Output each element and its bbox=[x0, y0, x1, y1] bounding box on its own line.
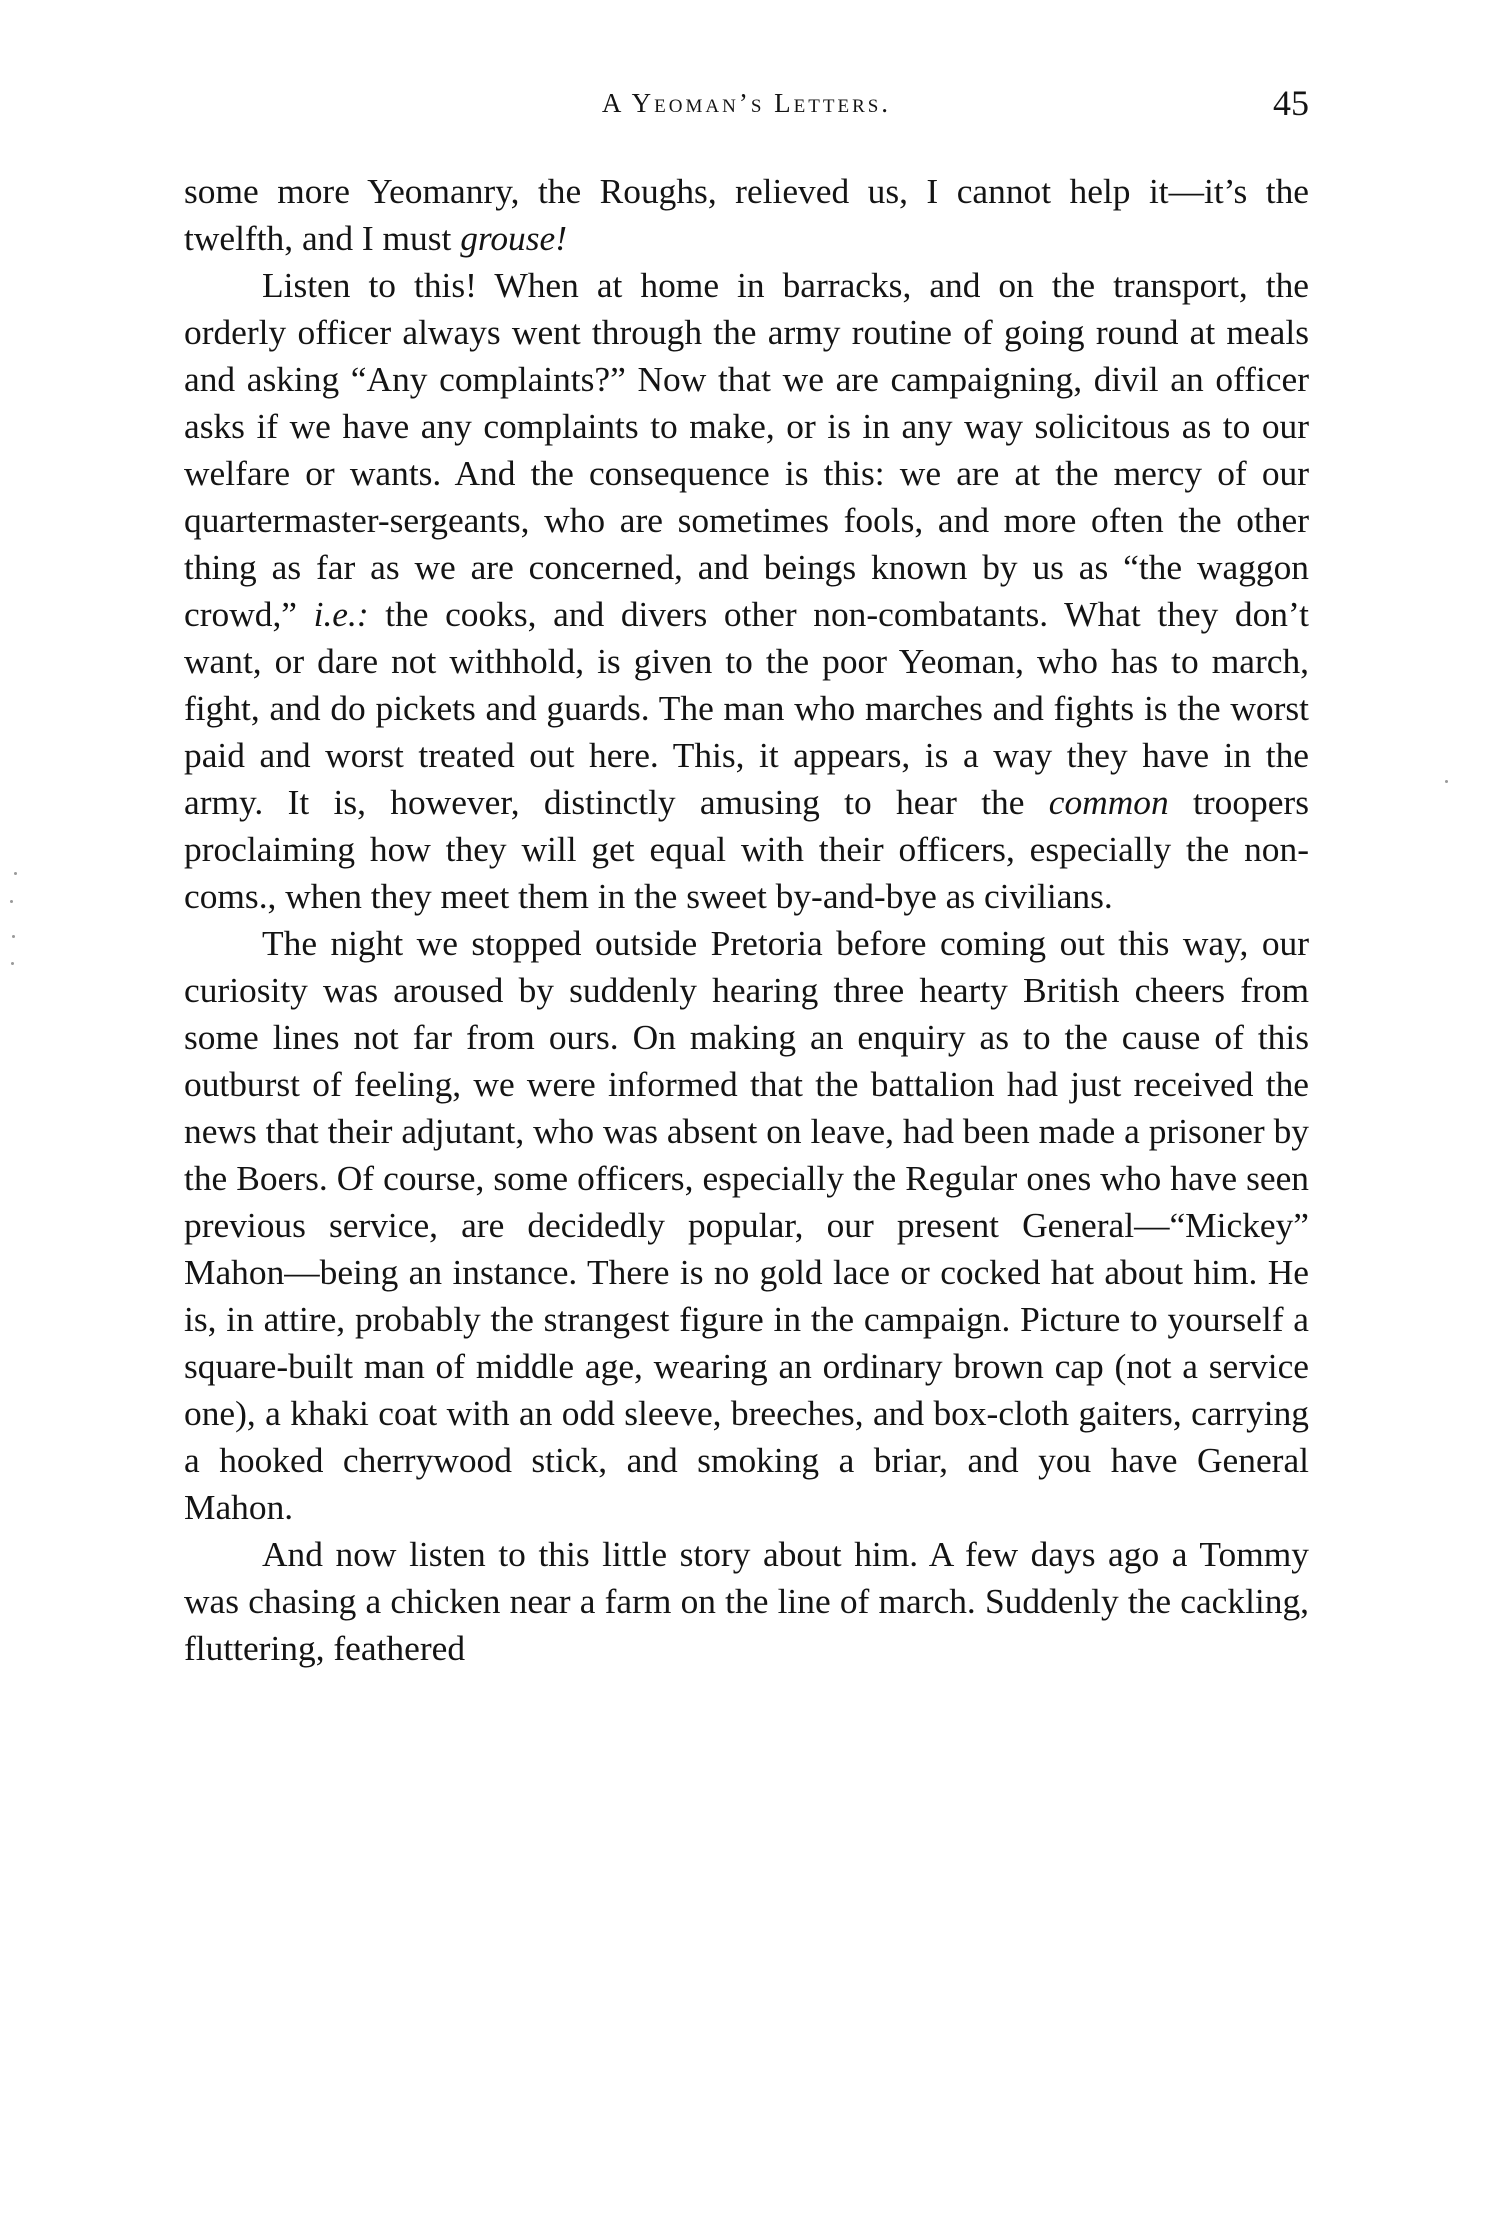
paragraph-1 bbox=[184, 168, 1309, 262]
scan-speck bbox=[11, 962, 14, 965]
running-head bbox=[184, 78, 1309, 128]
paragraph-2-italic-common: common bbox=[1048, 782, 1169, 822]
body-text bbox=[184, 168, 1309, 1672]
paragraph-3: The night we stopped outside Pretoria before coming out this way, our curiosity was aroused by suddenly hearing three hearty British cheers from some lines not far from ours. On making an enquiry as to the cause of this outburst of feeling, we were informed that the battalion had just received the news that their adjutant, who was absent on leave, had been made a prisoner by the Boers. Of course, some officers, especially the Regular ones who have seen previous service, are decidedly popular, our present General—“Mickey” Mahon—being an instance. There is no gold lace or cocked hat about him. He is, in attire, probably the strangest figure in the campaign. Picture to yourself a square-built man of middle age, wearing an ordinary brown cap (not a service one), a khaki coat with an odd sleeve, breeches, and box-cloth gaiters, carrying a hooked cherrywood stick, and smoking a briar, and you have General Mahon. bbox=[184, 923, 1309, 1527]
scan-speck bbox=[1445, 780, 1448, 783]
paragraph-1-text: some more Yeomanry, the Roughs, relieved us, I cannot help it—it’s the twelfth, and I must bbox=[184, 171, 1309, 258]
scan-speck bbox=[14, 872, 17, 875]
page-number: 45 bbox=[1273, 83, 1309, 123]
paragraph-2-italic-ie: i.e.: bbox=[313, 594, 369, 634]
scan-speck bbox=[12, 935, 15, 938]
paragraph-2 bbox=[184, 262, 1309, 920]
paragraph-4: And now listen to this little story about him. A few days ago a Tommy was chasing a chicken near a farm on the line of march. Suddenly the cackling, fluttering, feathered bbox=[184, 1534, 1309, 1668]
paragraph-2-text-c: troopers proclaiming how they will get equal with their officers, especially the non-coms., when they meet them in the sweet by-and-bye as civilians. bbox=[184, 782, 1309, 916]
paragraph-1-italic: grouse! bbox=[460, 218, 568, 258]
paragraph-2-text-b: the cooks, and divers other non-combatants. What they don’t want, or dare not withhold, is given to the poor Yeoman, who has to march, fight, and do pickets and guards. The man who marches and fights is the worst paid and worst treated out here. This, it appears, is a way they have in the army. It is, however, distinctly amusing to hear the bbox=[184, 594, 1309, 822]
running-title: A Yeoman’s Letters. bbox=[601, 88, 892, 118]
scan-speck bbox=[10, 900, 13, 903]
paragraph-2-text-a: Listen to this! When at home in barracks, and on the transport, the orderly officer always went through the army routine of going round at meals and asking “Any complaints?” Now that we are campaigning, divil an officer asks if we have any complaints to make, or is in any way solicitous as to our welfare or wants. And the consequence is this: we are at the mercy of our quartermaster-sergeants, who are sometimes fools, and more often the other thing as far as we are concerned, and beings known by us as “the waggon crowd,” bbox=[184, 265, 1309, 634]
